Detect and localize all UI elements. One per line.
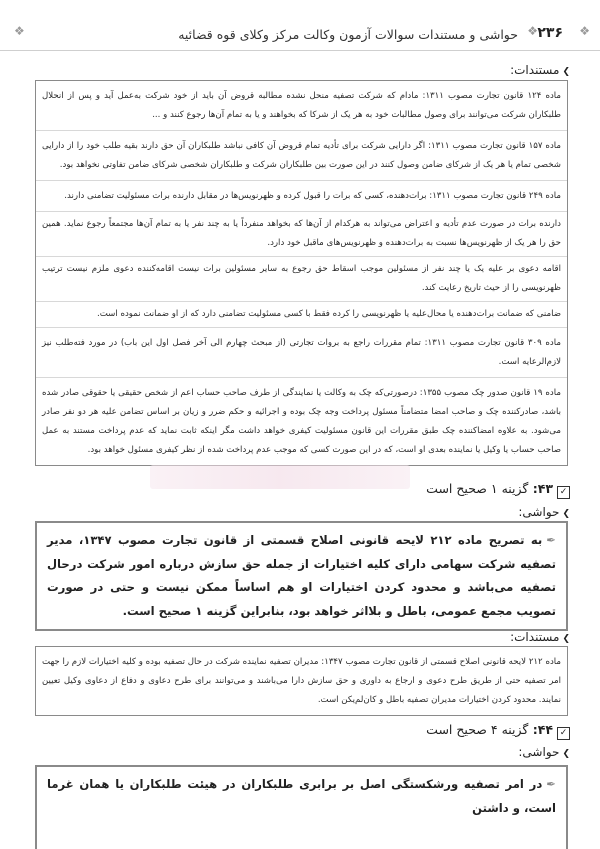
section-label-mostanadat: ❯مستندات: (510, 630, 570, 644)
answer-heading-44: ✓۴۴: گزینه ۴ صحیح است (426, 722, 570, 740)
chevron-left-icon: ❯ (562, 634, 570, 644)
checkbox-icon: ✓ (557, 486, 570, 499)
chevron-left-icon: ❯ (562, 67, 570, 77)
sources-box (35, 646, 568, 716)
section-label-mostanadat: ❯مستندات: (510, 63, 570, 77)
source-paragraph: دارنده برات در صورت عدم تأدیه و اعتراض می‌تواند به هرکدام از آن‌ها که بخواهد منفرداً یا به چند نفر یا به تمام آن‌ها مجتمعاً رجوع نماید. همین حق را هر یک از ظهرنویس‌ها نسبت به برات‌دهنده و ظهرنویس‌های ماقبل خود دارد. (36, 212, 567, 257)
chevron-left-icon: ❯ (562, 509, 570, 519)
ornament-icon: ❖ (527, 24, 538, 38)
source-paragraph: ماده ۱۹ قانون صدور چک مصوب ۱۳۵۵: درصورتی‌که چک به وکالت یا نمایندگی از طرف صاحب حساب اعم از شخص حقیقی یا حقوقی صادر شده باشد، صادرکننده چک و صاحب امضا متضامناً مسئول پرداخت وجه چک بوده و اجرائیه و حکم ضرر و زیان بر اساس تضامن علیه هر دو نفر صادر می‌شود. به علاوه امضاکننده چک طبق مقررات این قانون مسئولیت کیفری خواهد داشت مگر اینکه ثابت نماید که عدم پرداخت مستند به عمل صاحب حساب یا وکیل یا نماینده بعدی او است، که در این صورت کسی که موجب عدم پرداخت شده از نظر کیفری مسئول خواهد بود. (42, 388, 561, 455)
note-text: ✒در امر تصفیه ورشکستگی اصل بر برابری طلبکاران در هیئت طلبکاران یا همان غرما است، و داشتن (47, 777, 556, 815)
source-paragraph: ماده ۱۵۷ قانون تجارت مصوب ۱۳۱۱: اگر دارایی شرکت برای تأدیه تمام قروض آن کافی نباشد طلبکاران آن حق دارند بقیه طلب خود را از دارایی شخصی تمام یا هر یک از شرکای ضامن وصول کنند در این صورت بین طلبکاران شرکت و طلبکاران شخصی شرکای ضامن تفاوتی نخواهد بود. (36, 131, 567, 181)
running-title: حواشی و مستندات سوالات آزمون وکالت مرکز وکلای قوه قضائیه (178, 27, 518, 42)
page-header (0, 0, 600, 51)
source-paragraph: اقامه دعوی بر علیه یک یا چند نفر از مسئولین موجب اسقاط حق رجوع به سایر مسئولین برات نیست اقامه‌کننده دعوی ملزم نیست ترتیب ظهرنویسی را از حیث تاریخ رعایت کند. (36, 257, 567, 302)
source-paragraph: ماده ۳۰۹ قانون تجارت مصوب ۱۳۱۱: تمام مقررات راجع به بروات تجارتی (از مبحث چهارم الی آخر فصل اول این باب) در مورد فته‌طلب نیز لازم‌الرعایه است. (36, 328, 567, 378)
note-box (35, 521, 568, 631)
pen-icon: ✒ (546, 533, 556, 547)
sources-box (35, 80, 568, 466)
source-paragraph: ماده ۲۱۲ لایحه قانونی اصلاح قسمتی از قانون تجارت مصوب ۱۳۴۷: مدیران تصفیه نماینده شرکت در حال تصفیه بوده و کلیه اختیارات لازم را جهت امر تصفیه حتی از طریق طرح دعوی و ارجاع به داوری و حق سازش دارا می‌باشند و می‌توانند برای طرح دعاوی و دفاع از دعاوی وکیل تعیین نمایند. محدود کردن اختیارات مدیران تصفیه باطل و کان‌لم‌یکن است. (42, 657, 561, 705)
chevron-left-icon: ❯ (562, 749, 570, 759)
source-paragraph: ضامنی که ضمانت برات‌دهنده یا محال‌علیه یا ظهرنویسی را کرده فقط با کسی مسئولیت تضامنی دارد که از او ضمانت نموده است. (36, 302, 567, 328)
note-box (35, 765, 568, 849)
source-paragraph: ماده ۲۴۹ قانون تجارت مصوب ۱۳۱۱: برات‌دهنده، کسی که برات را قبول کرده و ظهرنویس‌ها در مقابل دارنده برات مسئولیت تضامنی دارند. (36, 181, 567, 212)
section-label-havashi: ❯حواشی: (518, 505, 570, 519)
checkbox-icon: ✓ (557, 727, 570, 740)
note-text: ✒به تصریح ماده ۲۱۲ لایحه قانونی اصلاح قسمتی از قانون تجارت مصوب ۱۳۴۷، مدیر تصفیه شرکت سهامی دارای کلیه اختیارات از جمله حق سازش درباره امور شرکت درحال تصفیه می‌باشد و محدود کردن اختیارات او هم اساساً ممکن نیست و حتی در صورت تصویب مجمع عمومی، باطل و بلااثر خواهد بود، بنابراین گزینه ۱ صحیح است. (47, 533, 556, 618)
ornament-icon: ❖ (14, 24, 25, 38)
watermark (150, 465, 410, 489)
pen-icon: ✒ (546, 777, 556, 791)
section-label-havashi: ❯حواشی: (518, 745, 570, 759)
ornament-icon: ❖ (579, 24, 590, 38)
page-number: ۲۳۶ (537, 25, 563, 41)
source-paragraph: ماده ۱۲۴ قانون تجارت مصوب ۱۳۱۱: مادام که شرکت تصفیه منحل نشده مطالبه قروض آن باید از خود شرکت به‌عمل آید و پس از انحلال طلبکاران شرکت می‌توانند برای وصول مطالبات خود به هر یک از شرکا که بخواهند و یا به تمام آن‌ها رجوع کنند و ... (36, 81, 567, 131)
answer-heading-43: ✓۴۳: گزینه ۱ صحیح است (426, 481, 570, 499)
